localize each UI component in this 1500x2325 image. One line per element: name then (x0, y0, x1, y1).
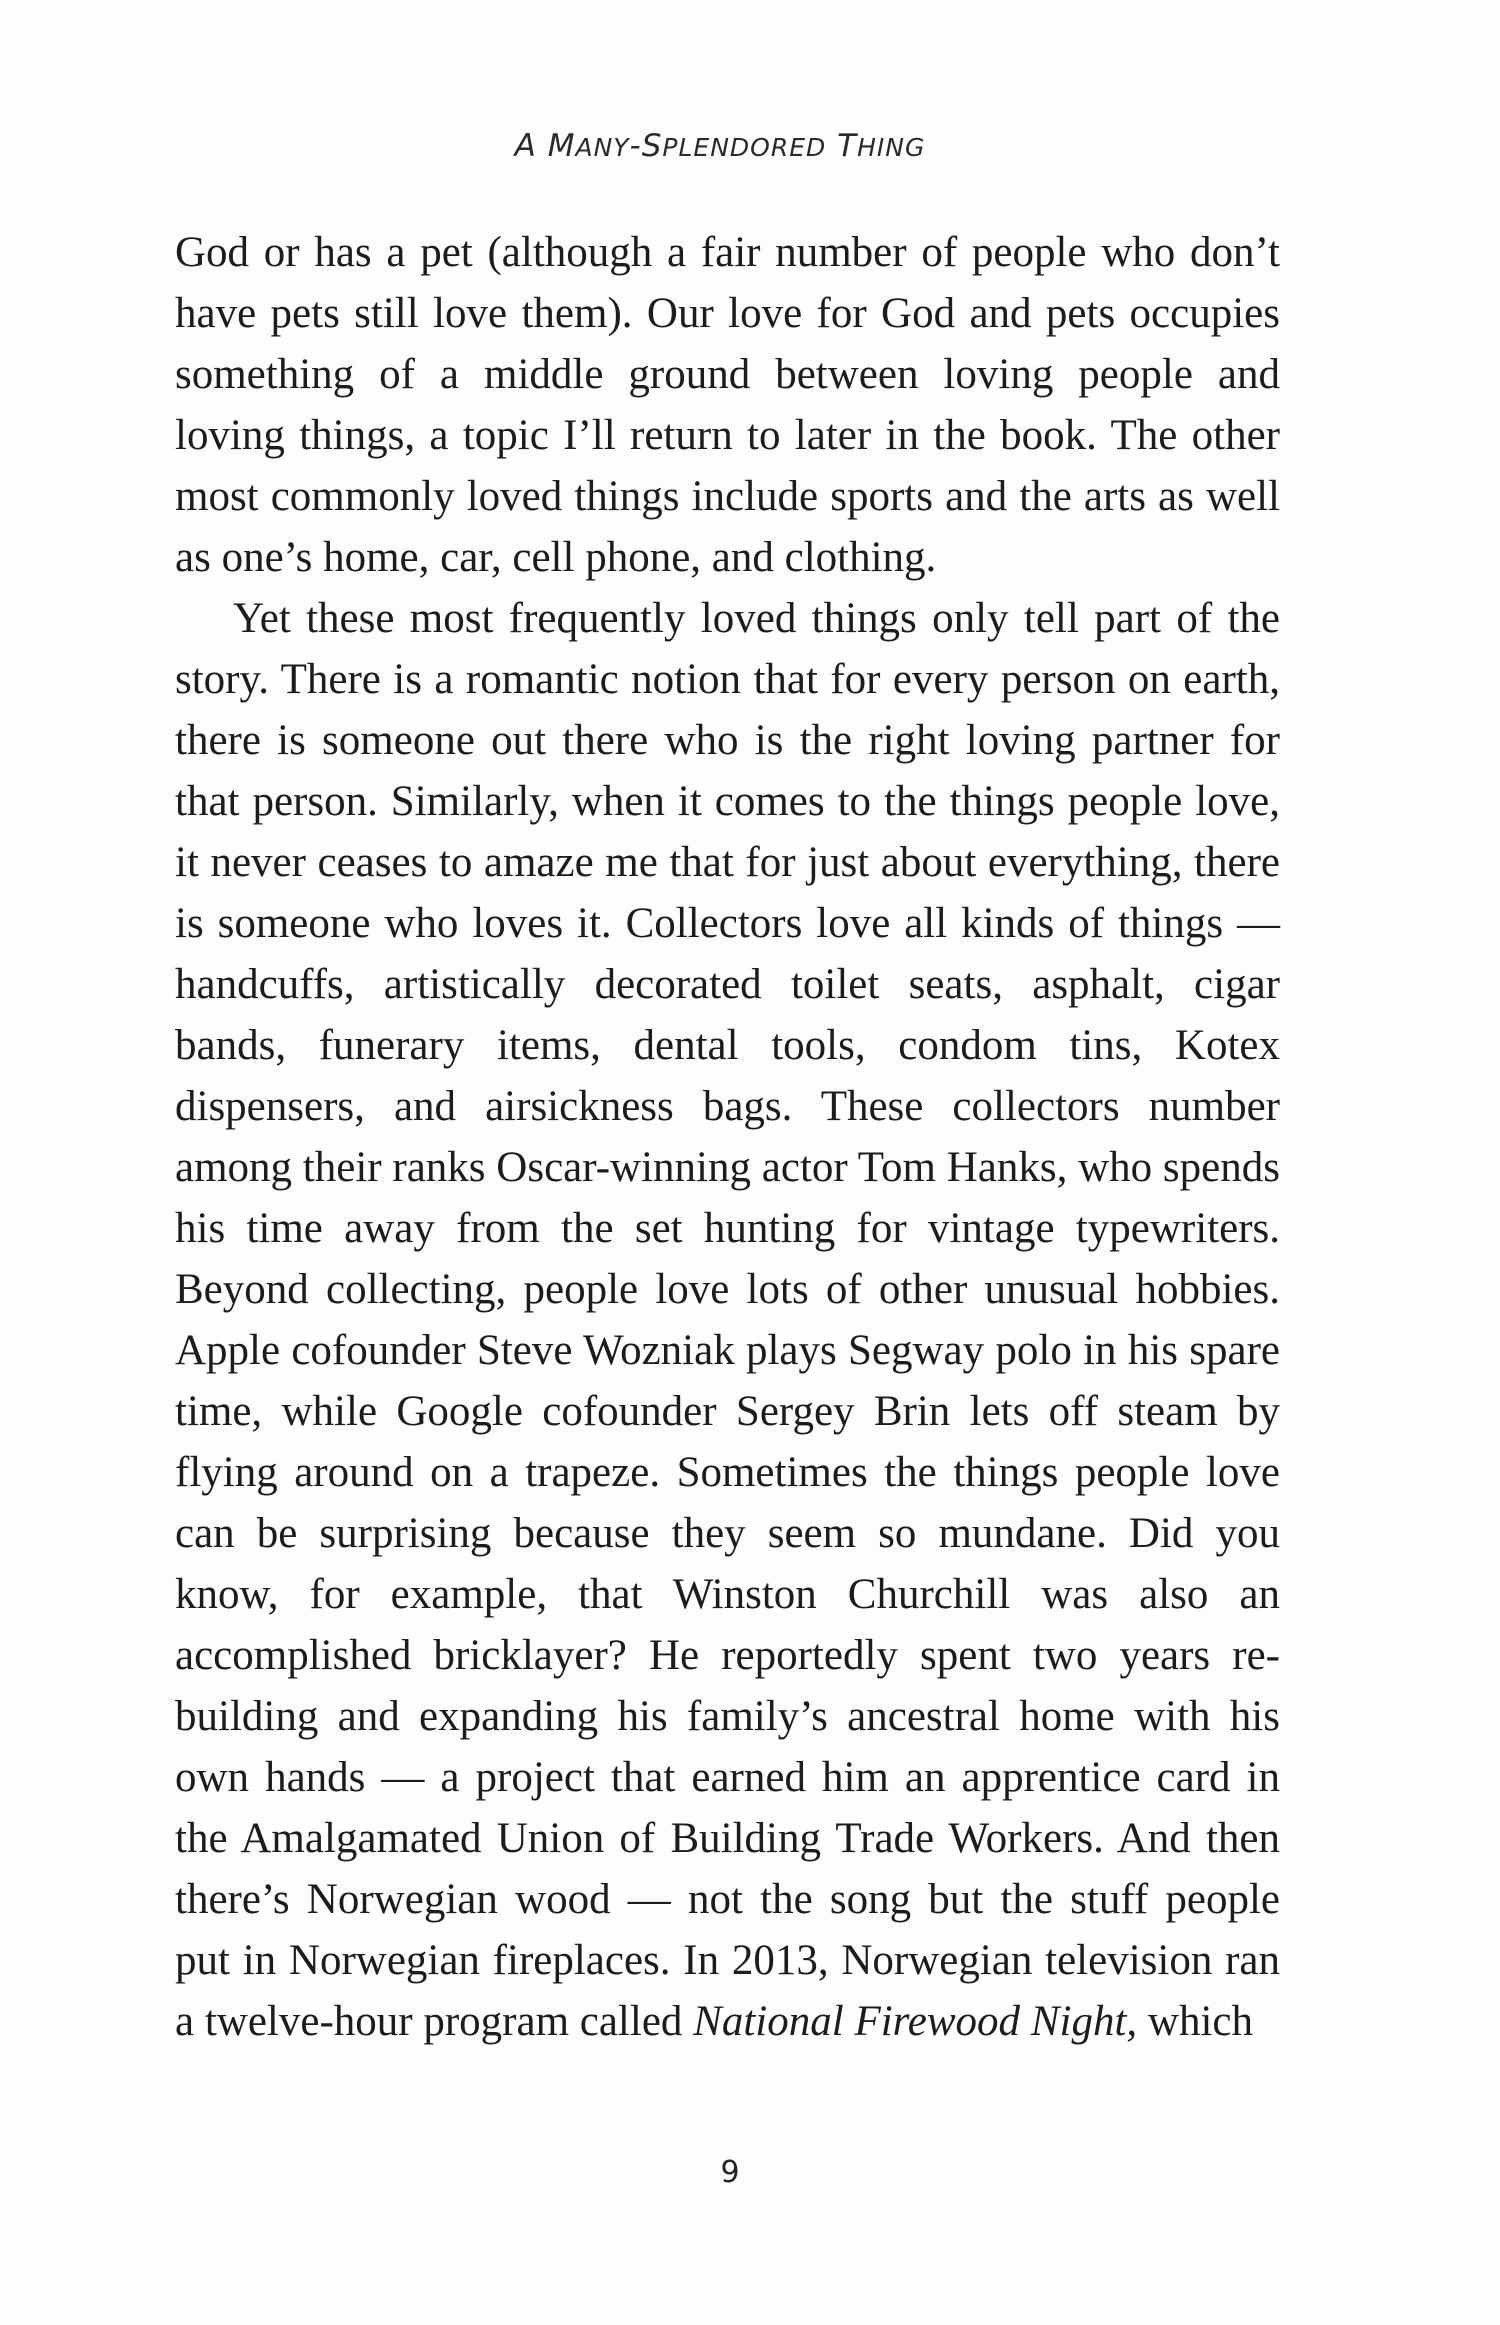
running-head-letter: M (547, 128, 576, 164)
running-head-smallcaps: ANY (575, 133, 630, 162)
body-text (175, 222, 1280, 2052)
running-head-letter: S (641, 128, 663, 164)
running-head-smallcaps: HING (857, 133, 926, 162)
running-head-space (826, 128, 837, 164)
running-head-hyphen: - (629, 128, 642, 164)
running-head-smallcaps: PLENDORED (662, 133, 827, 162)
paragraph (175, 588, 1280, 2052)
running-head-letter: T (837, 128, 858, 164)
running-head (0, 128, 1440, 164)
paragraph-text: Yet these most frequently loved things only tell part of the story. There is a romantic notion that for every person on earth, there is someone out there who is the right loving partner for that person. Similarly, when it comes to the things people love, it never ceases to amaze me that for just about everything, there is someone who loves it. Collectors love all kinds of things — handcuffs, artistically decorated toilet seats, asphalt, cigar bands, funerary items, dental tools, condom tins, Kotex dispensers, and airsickness bags. These collectors number among their ranks Oscar-winning actor Tom Hanks, who spends his time away from the set hunting for vintage typewriters. Beyond collecting, people love lots of other unusual hobbies. Apple cofounder Steve Wozniak plays Segway polo in his spare time, while Google cofounder Sergey Brin lets off steam by flying around on a trapeze. Sometimes the things people love can be surprising because they seem so mundane. Did you know, for example, that Winston Churchill was also an accomplished bricklayer? He reportedly spent two years rebuilding and expanding his family’s ancestral home with his own hands — a project that earned him an apprentice card in the Amalgamated Union of Building Trade Workers. And then there’s Norwegian wood — not the song but the stuff people put in Norwegian fireplaces. In 2013, Norwegian television ran a twelve-hour program called (175, 595, 1280, 2045)
page-number: 9 (720, 2155, 740, 2190)
paragraph-text-end: which (1137, 1998, 1253, 2045)
program-title: National Firewood Night, (693, 1998, 1138, 2045)
paragraph-continued: God or has a pet (although a fair number of people who don’t have pets still love them). Our love for God and pets occupies something of a middle ground between loving people and loving things, a topic I’ll return to later in the book. The other most commonly loved things include sports and the arts as well as one’s home, car, cell phone, and clothing. (175, 229, 1280, 581)
running-head-letter: A (514, 128, 548, 164)
